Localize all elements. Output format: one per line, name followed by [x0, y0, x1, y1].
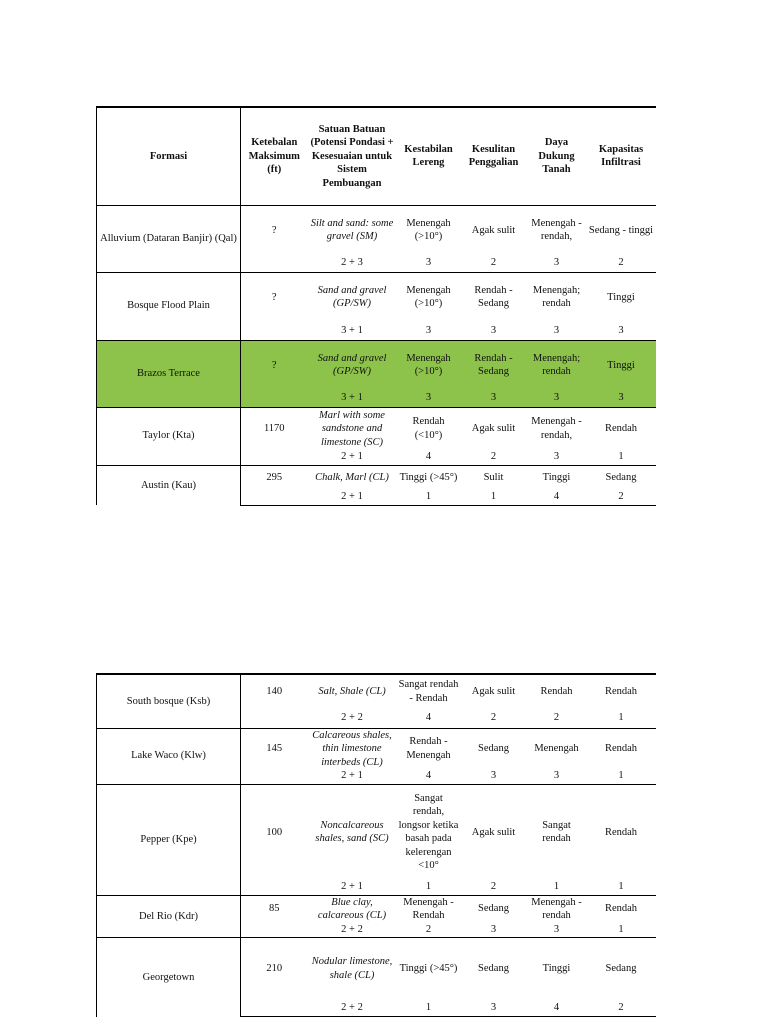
score-empty [241, 769, 308, 784]
daya-cell: Tinggi [527, 938, 587, 1000]
daya-score: 2 [553, 711, 560, 723]
daya-cell: Menengah - rendah, [527, 407, 587, 450]
satuan-score: 2 + 2 [341, 711, 363, 723]
kesulitan-score: 2 [490, 451, 497, 462]
kesulitan-score: 3 [461, 1000, 527, 1017]
kesulitan-cell: Agak sulit [461, 407, 527, 450]
kestabilan-cell: Tinggi (>45°) [397, 938, 461, 1000]
kesulitan-cell: Rendah - Sedang [461, 272, 527, 322]
kestabilan-cell: Menengah (>10°) [397, 205, 461, 255]
kestabilan-score: 3 [425, 324, 432, 336]
kesulitan-cell: Sedang [461, 728, 527, 769]
kestabilan-cell: Sangat rendah - Rendah [397, 674, 461, 708]
formasi-cell: Del Rio (Kdr) [97, 895, 241, 938]
kesulitan-cell: Agak sulit [461, 205, 527, 255]
kapasitas-score: 3 [587, 390, 656, 407]
formasi-cell: Georgetown [97, 938, 241, 1017]
score-empty [241, 450, 308, 465]
kapasitas-score: 1 [618, 711, 624, 723]
table-row [97, 205, 656, 255]
kesulitan-score: 3 [490, 324, 497, 336]
score-empty [241, 390, 308, 407]
satuan-cell: Marl with some sandstone and limestone (SC) [308, 407, 397, 450]
daya-cell: Menengah [527, 728, 587, 769]
daya-score: 3 [553, 770, 560, 781]
satuan-score: 2 + 2 [308, 1000, 397, 1017]
daya-cell: Rendah [527, 674, 587, 708]
kesulitan-cell: Sulit [461, 465, 527, 490]
kestabilan-cell: Rendah - Menengah [397, 728, 461, 769]
kestabilan-score: 4 [425, 770, 432, 781]
score-empty [241, 255, 308, 272]
kesulitan-score: 3 [461, 390, 527, 407]
kesulitan-score: 2 [490, 881, 497, 892]
kestabilan-cell: Menengah - Rendah [397, 895, 461, 923]
header-kapasitas: Kapasitas Infiltrasi [587, 107, 656, 205]
kapasitas-cell: Rendah [587, 407, 656, 450]
ketebalan-cell: ? [241, 272, 308, 322]
score-empty [241, 1000, 308, 1017]
formasi-cell: Bosque Flood Plain [97, 272, 241, 340]
kapasitas-score: 1 [618, 923, 624, 935]
kestabilan-cell: Sangat rendah, longsor ketika basah pada kelerengan <10° [397, 784, 461, 880]
kestabilan-score: 2 [425, 923, 432, 935]
satuan-score: 2 + 1 [341, 451, 363, 462]
satuan-score: 2 + 1 [341, 770, 363, 781]
kestabilan-score: 4 [425, 451, 432, 462]
ketebalan-cell: 140 [241, 674, 308, 708]
kesulitan-cell: Rendah - Sedang [461, 340, 527, 390]
kapasitas-score: 2 [587, 1000, 656, 1017]
ketebalan-cell: 295 [241, 465, 308, 490]
formasi-cell: South bosque (Ksb) [97, 674, 241, 728]
satuan-cell: Chalk, Marl (CL) [308, 465, 397, 490]
satuan-score: 2 + 1 [308, 490, 397, 505]
kapasitas-score: 3 [618, 324, 624, 336]
satuan-score: 3 + 1 [341, 324, 363, 336]
table-row [97, 938, 656, 1000]
table-row [97, 272, 656, 322]
kestabilan-score: 1 [397, 1000, 461, 1017]
kapasitas-cell: Sedang - tinggi [587, 205, 656, 255]
header-satuan: Satuan Batuan (Potensi Pondasi + Kesesuaian untuk Sistem Pembuangan [308, 107, 397, 205]
kapasitas-cell: Tinggi [587, 340, 656, 390]
daya-score: 3 [527, 390, 587, 407]
satuan-score: 2 + 1 [341, 881, 363, 892]
ketebalan-cell: 100 [241, 784, 308, 880]
kapasitas-score: 1 [618, 451, 624, 462]
header-daya: Daya Dukung Tanah [527, 107, 587, 205]
kesulitan-score: 2 [490, 711, 497, 723]
table-row [97, 784, 656, 880]
kestabilan-cell: Tinggi (>45°) [397, 465, 461, 490]
header-formasi: Formasi [97, 107, 241, 205]
kesulitan-cell: Sedang [461, 938, 527, 1000]
daya-score: 3 [553, 451, 560, 462]
daya-cell: Sangat rendah [527, 784, 587, 880]
satuan-score: 2 + 2 [341, 923, 363, 935]
table-row [97, 728, 656, 769]
header-row [97, 107, 656, 205]
daya-cell: Menengah - rendah [527, 895, 587, 923]
satuan-cell: Silt and sand: some gravel (SM) [308, 205, 397, 255]
daya-score: 3 [553, 923, 560, 935]
satuan-cell: Sand and gravel (GP/SW) [308, 272, 397, 322]
formasi-cell: Taylor (Kta) [97, 407, 241, 465]
kapasitas-cell: Tinggi [587, 272, 656, 322]
kapasitas-cell: Sedang [587, 938, 656, 1000]
formation-table-top [96, 106, 656, 506]
formasi-cell: Lake Waco (Klw) [97, 728, 241, 784]
kesulitan-score: 2 [490, 257, 497, 268]
kestabilan-cell: Menengah (>10°) [397, 272, 461, 322]
daya-score: 1 [553, 881, 560, 892]
header-kesulitan: Kesulitan Penggalian [461, 107, 527, 205]
daya-score: 4 [527, 1000, 587, 1017]
kestabilan-score: 3 [425, 257, 432, 268]
satuan-cell: Salt, Shale (CL) [308, 674, 397, 708]
daya-cell: Menengah; rendah [527, 340, 587, 390]
header-ketebalan: Ketebalan Maksimum (ft) [241, 107, 308, 205]
kesulitan-cell: Agak sulit [461, 674, 527, 708]
kesulitan-cell: Agak sulit [461, 784, 527, 880]
satuan-score: 2 + 3 [341, 257, 363, 268]
kapasitas-score: 2 [618, 257, 624, 268]
ketebalan-cell: ? [241, 340, 308, 390]
kapasitas-cell: Rendah [587, 784, 656, 880]
satuan-score: 3 + 1 [308, 390, 397, 407]
kesulitan-cell: Sedang [461, 895, 527, 923]
ketebalan-cell: 1170 [241, 407, 308, 450]
score-empty [241, 490, 308, 505]
ketebalan-cell: 145 [241, 728, 308, 769]
table-row [97, 465, 656, 490]
kapasitas-cell: Rendah [587, 728, 656, 769]
kestabilan-score: 4 [425, 711, 432, 723]
kapasitas-cell: Rendah [587, 895, 656, 923]
kestabilan-score: 3 [397, 390, 461, 407]
formasi-cell: Pepper (Kpe) [97, 784, 241, 895]
daya-score: 3 [553, 257, 560, 268]
kesulitan-score: 3 [490, 770, 497, 781]
formasi-cell: Alluvium (Dataran Banjir) (Qal) [97, 205, 241, 272]
kestabilan-cell: Rendah (<10°) [397, 407, 461, 450]
kapasitas-cell: Rendah [587, 674, 656, 708]
kapasitas-score: 1 [618, 881, 624, 892]
daya-score: 4 [527, 490, 587, 505]
daya-score: 3 [553, 324, 560, 336]
score-empty [241, 880, 308, 895]
satuan-cell: Sand and gravel (GP/SW) [308, 340, 397, 390]
ketebalan-cell: 210 [241, 938, 308, 1000]
daya-cell: Menengah; rendah [527, 272, 587, 322]
formation-table-bottom [96, 673, 656, 1017]
ketebalan-cell: ? [241, 205, 308, 255]
table-row [97, 340, 656, 390]
kapasitas-cell: Sedang [587, 465, 656, 490]
kesulitan-score: 1 [461, 490, 527, 505]
table-row [97, 407, 656, 450]
satuan-cell: Noncalcareous shales, sand (SC) [308, 784, 397, 880]
table-row [97, 674, 656, 708]
formasi-cell: Austin (Kau) [97, 465, 241, 505]
score-empty [241, 923, 308, 938]
kestabilan-cell: Menengah (>10°) [397, 340, 461, 390]
satuan-cell: Nodular limestone, shale (CL) [308, 938, 397, 1000]
ketebalan-cell: 85 [241, 895, 308, 923]
header-kestabilan: Kestabilan Lereng [397, 107, 461, 205]
kestabilan-score: 1 [425, 881, 432, 892]
satuan-cell: Calcareous shales, thin limestone interbeds (CL) [308, 728, 397, 769]
kestabilan-score: 1 [397, 490, 461, 505]
kesulitan-score: 3 [490, 923, 497, 935]
kapasitas-score: 2 [587, 490, 656, 505]
daya-cell: Tinggi [527, 465, 587, 490]
formasi-cell: Brazos Terrace [97, 340, 241, 407]
kapasitas-score: 1 [618, 770, 624, 781]
table-row [97, 895, 656, 923]
daya-cell: Menengah - rendah, [527, 205, 587, 255]
satuan-cell: Blue clay, calcareous (CL) [308, 895, 397, 923]
score-empty [241, 322, 308, 340]
score-empty [241, 708, 308, 728]
